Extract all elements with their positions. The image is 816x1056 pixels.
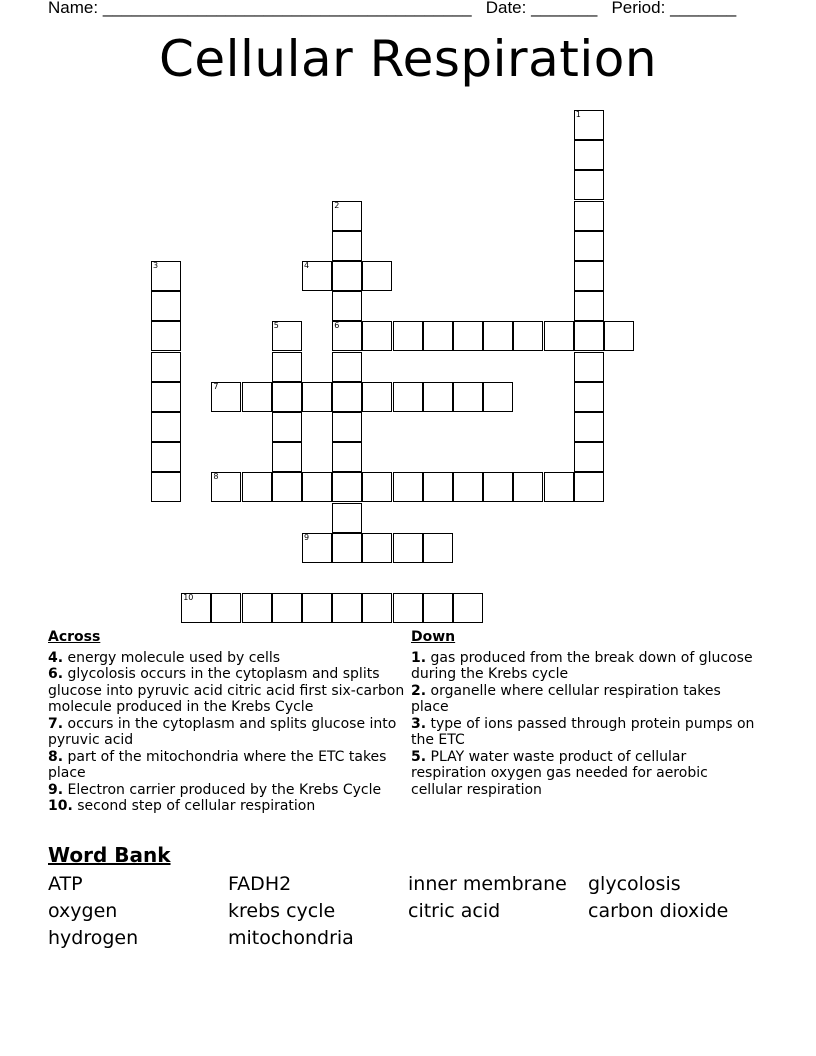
grid-cell[interactable] [302, 533, 332, 563]
clue-item-text: organelle where cellular respiration takes place [411, 682, 721, 715]
grid-cell[interactable] [332, 412, 362, 442]
grid-cell[interactable] [332, 352, 362, 382]
grid-cell[interactable] [332, 382, 362, 412]
grid-cell[interactable] [302, 472, 332, 502]
word-bank-word: krebs cycle [228, 900, 336, 922]
clue-item [411, 716, 761, 749]
grid-cell[interactable] [272, 352, 302, 382]
grid-cell[interactable] [423, 382, 453, 412]
grid-cell[interactable] [332, 472, 362, 502]
grid-cell[interactable] [574, 140, 604, 170]
grid-cell[interactable] [242, 593, 272, 623]
word-bank-word: mitochondria [228, 927, 354, 949]
clue-item-number: 6. [48, 666, 64, 682]
date-blank[interactable]: _______ [531, 0, 598, 17]
clue-number: 5 [273, 321, 279, 331]
grid-cell[interactable] [453, 321, 483, 351]
word-bank-word: carbon dioxide [588, 900, 729, 922]
clue-item [48, 749, 408, 782]
across-clues [48, 629, 408, 815]
clue-item [48, 782, 408, 799]
grid-cell[interactable] [423, 533, 453, 563]
word-bank-word: inner membrane [408, 873, 567, 895]
clue-item-text: glycolosis occurs in the cytoplasm and splits glucose into pyruvic acid citric acid first six-carbon molecule produced in the Krebs Cycle [48, 666, 405, 715]
grid-cell[interactable] [272, 321, 302, 351]
clue-item-text: Electron carrier produced by the Krebs Cycle [63, 781, 382, 798]
grid-cell[interactable] [151, 321, 181, 351]
grid-cell[interactable] [272, 442, 302, 472]
grid-cell[interactable] [574, 261, 604, 291]
word-bank-word: glycolosis [588, 873, 681, 895]
grid-cell[interactable] [574, 201, 604, 231]
clue-number: 8 [213, 472, 219, 482]
grid-cell[interactable] [272, 593, 302, 623]
clue-item [411, 749, 761, 799]
clue-item-text: part of the mitochondria where the ETC takes place [48, 748, 387, 781]
grid-cell[interactable] [332, 593, 362, 623]
grid-cell[interactable] [574, 231, 604, 261]
clue-item-number: 5. [411, 748, 427, 765]
grid-cell[interactable] [362, 261, 392, 291]
grid-cell[interactable] [574, 382, 604, 412]
grid-cell[interactable] [393, 321, 423, 351]
grid-cell[interactable] [332, 442, 362, 472]
clue-item [411, 650, 761, 683]
clue-item-number: 3. [411, 715, 427, 732]
grid-cell[interactable] [574, 170, 604, 200]
grid-cell[interactable] [332, 291, 362, 321]
grid-cell[interactable] [574, 352, 604, 382]
word-bank [48, 843, 768, 949]
clue-number: 6 [334, 321, 340, 331]
clue-number: 4 [304, 261, 310, 270]
grid-cell[interactable] [151, 382, 181, 412]
clue-item-text: gas produced from the break down of glucose during the Krebs cycle [411, 649, 753, 682]
word-bank-title: Word Bank [48, 843, 171, 867]
grid-cell[interactable] [423, 321, 453, 351]
grid-cell[interactable] [423, 472, 453, 502]
grid-cell[interactable] [544, 472, 574, 502]
grid-cell[interactable] [151, 472, 181, 502]
name-blank[interactable]: _______________________________________ [102, 0, 472, 17]
grid-cell[interactable] [151, 352, 181, 382]
grid-cell[interactable] [151, 412, 181, 442]
grid-cell[interactable] [302, 593, 332, 623]
grid-cell[interactable] [332, 503, 362, 533]
grid-cell[interactable] [242, 382, 272, 412]
down-heading: Down [411, 629, 456, 645]
grid-cell[interactable] [332, 533, 362, 563]
grid-cell[interactable] [483, 382, 513, 412]
clue-item-text: energy molecule used by cells [63, 649, 281, 666]
grid-cell[interactable] [393, 472, 423, 502]
clue-item-number: 2. [411, 682, 427, 699]
grid-cell[interactable] [574, 291, 604, 321]
word-bank-word: oxygen [48, 900, 118, 922]
clue-item-text: occurs in the cytoplasm and splits glucose into pyruvic acid [48, 715, 397, 748]
grid-cell[interactable] [453, 593, 483, 623]
clue-number: 7 [213, 381, 219, 391]
clue-item [48, 716, 408, 749]
grid-cell[interactable] [362, 321, 392, 351]
clue-number: 10 [183, 593, 194, 603]
grid-cell[interactable] [483, 321, 513, 351]
grid-cell[interactable] [211, 382, 241, 412]
clue-item-text: type of ions passed through protein pumps on the ETC [411, 715, 755, 748]
grid-cell[interactable] [393, 593, 423, 623]
clue-item [48, 650, 408, 667]
grid-cell[interactable] [574, 110, 604, 140]
grid-cell[interactable] [513, 472, 543, 502]
grid-cell[interactable] [423, 593, 453, 623]
date-label: Date: [485, 0, 527, 17]
grid-cell[interactable] [151, 291, 181, 321]
across-heading: Across [48, 629, 101, 645]
period-blank[interactable]: _______ [670, 0, 737, 17]
grid-cell[interactable] [151, 442, 181, 472]
word-bank-word: hydrogen [48, 927, 139, 949]
grid-cell[interactable] [272, 412, 302, 442]
clue-item-number: 7. [48, 715, 64, 732]
clue-number: 9 [304, 532, 310, 542]
down-clue-list [411, 650, 761, 799]
grid-cell[interactable] [574, 321, 604, 351]
clue-item-number: 9. [48, 781, 64, 798]
grid-cell[interactable] [272, 382, 302, 412]
grid-cell[interactable] [574, 472, 604, 502]
word-bank-word: ATP [48, 873, 83, 895]
clue-item [411, 683, 761, 716]
grid-cell[interactable] [332, 231, 362, 261]
clue-item [48, 798, 408, 815]
grid-cell[interactable] [362, 382, 392, 412]
clue-item-number: 8. [48, 748, 64, 765]
clue-number: 3 [153, 261, 159, 270]
clue-item [48, 666, 408, 716]
clue-number: 2 [334, 200, 340, 210]
grid-cell[interactable] [181, 593, 211, 623]
grid-cell[interactable] [483, 472, 513, 502]
grid-cell[interactable] [574, 442, 604, 472]
grid-cell[interactable] [544, 321, 574, 351]
grid-cell[interactable] [393, 382, 423, 412]
name-label: Name: [48, 0, 99, 17]
grid-cell[interactable] [332, 261, 362, 291]
grid-cell[interactable] [242, 472, 272, 502]
grid-cell[interactable] [393, 533, 423, 563]
clue-item-number: 1. [411, 649, 427, 666]
grid-cell[interactable] [302, 261, 332, 291]
clue-item-number: 10. [48, 798, 73, 814]
across-clue-list [48, 650, 408, 815]
grid-cell[interactable] [604, 321, 634, 351]
grid-cell[interactable] [332, 201, 362, 231]
grid-cell[interactable] [151, 261, 181, 291]
clue-item-text: PLAY water waste product of cellular respiration oxygen gas needed for aerobic cellular respiration [411, 748, 708, 798]
period-label: Period: [611, 0, 666, 17]
clue-number: 1 [575, 110, 581, 119]
grid-cell[interactable] [362, 472, 392, 502]
grid-cell[interactable] [362, 593, 392, 623]
grid-cell[interactable] [362, 533, 392, 563]
grid-cell[interactable] [302, 382, 332, 412]
grid-cell[interactable] [453, 472, 483, 502]
clue-item-text: second step of cellular respiration [72, 798, 316, 814]
grid-cell[interactable] [211, 472, 241, 502]
clue-item-number: 4. [48, 649, 64, 666]
word-bank-word: FADH2 [228, 873, 292, 895]
grid-cell[interactable] [453, 382, 483, 412]
grid-cell[interactable] [211, 593, 241, 623]
word-bank-list [48, 873, 768, 949]
down-clues [411, 629, 761, 798]
grid-cell[interactable] [272, 472, 302, 502]
puzzle-title: Cellular Respiration [158, 30, 658, 88]
grid-cell[interactable] [513, 321, 543, 351]
word-bank-word: citric acid [408, 900, 501, 922]
grid-cell[interactable] [574, 412, 604, 442]
grid-cell[interactable] [332, 321, 362, 351]
